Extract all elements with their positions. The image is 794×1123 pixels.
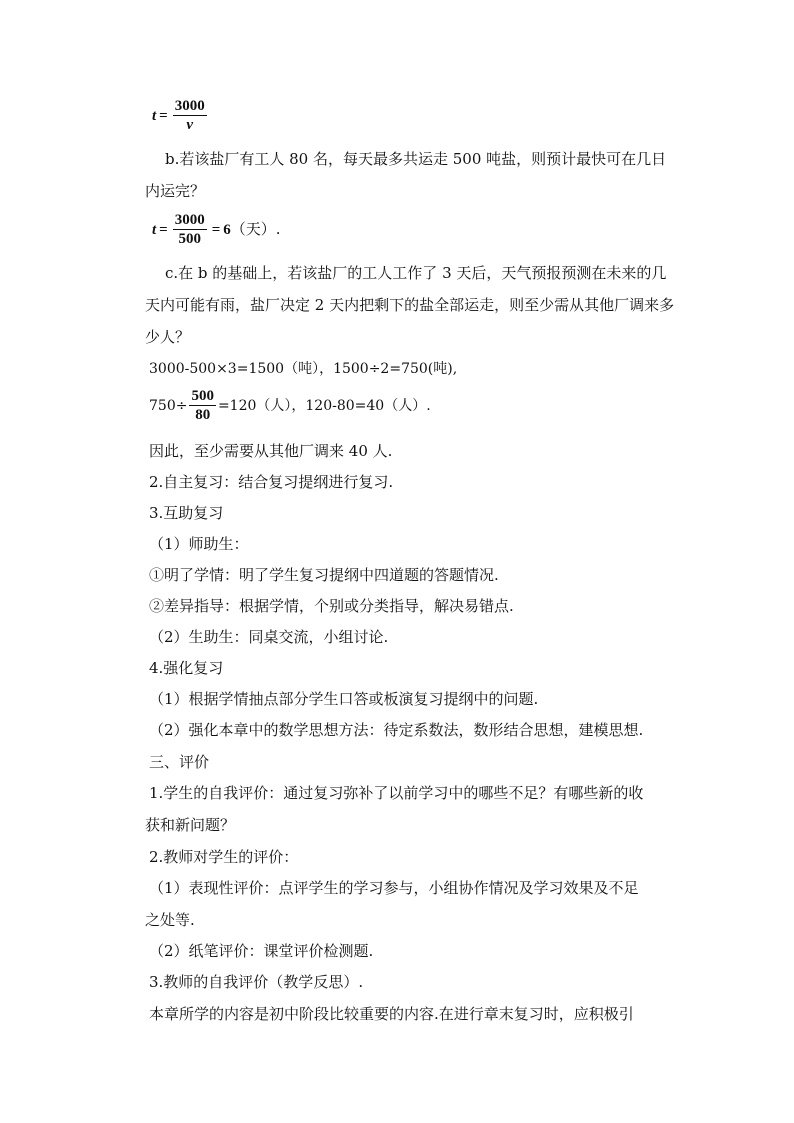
fraction-numerator: 3000 <box>174 212 205 228</box>
question-c-line1: c.在 b 的基础上，若该盐厂的工人工作了 3 天后，天气预报预测在未来的几 <box>165 264 667 282</box>
item-self-eval-line2: 获和新问题？ <box>145 816 236 834</box>
formula-t-equals-3000-over-v <box>152 98 209 134</box>
fraction-denominator: v <box>173 115 207 134</box>
formula-result: 6 <box>223 222 231 238</box>
item-student-helps: （2）生助生：同桌交流，小组讨论. <box>149 628 389 646</box>
section-mutual-review: 3.互助复习 <box>149 504 224 522</box>
fraction-denominator: 80 <box>189 405 216 424</box>
fraction-numerator: 3000 <box>174 98 205 114</box>
item-self-eval-line1: 1.学生的自我评价：通过复习弥补了以前学习中的哪些不足？有哪些新的收 <box>149 784 644 802</box>
item-paper-eval: （2）纸笔评价：课堂评价检测题. <box>149 942 374 960</box>
fraction-denominator: 500 <box>173 229 207 248</box>
question-b-line1: b.若该盐厂有工人 80 名，每天最多共运走 500 吨盐，则预计最快可在几日 <box>165 150 667 168</box>
calculation-line1: 3000-500×3=1500（吨），1500÷2=750(吨), <box>149 361 458 377</box>
item-differentiated: ②差异指导：根据学情，个别或分类指导，解决易错点. <box>149 597 514 615</box>
item-performance-eval-line2: 之处等. <box>145 911 195 929</box>
formula-var: t <box>152 108 157 124</box>
fraction <box>173 212 207 248</box>
item-teacher-helps: （1）师助生： <box>149 535 249 553</box>
item-understand: ①明了学情：明了学生复习提纲中四道题的答题情况. <box>149 566 499 584</box>
formula-t-equals-3000-over-500 <box>152 212 281 248</box>
item-teacher-self-eval: 3.教师的自我评价（教学反思）. <box>149 973 364 991</box>
reflection-paragraph: 本章所学的内容是初中阶段比较重要的内容.在进行章末复习时，应积极引 <box>149 1005 634 1023</box>
section-reinforce: 4.强化复习 <box>149 659 224 677</box>
item-teacher-eval: 2.教师对学生的评价： <box>149 848 299 866</box>
question-c-line2: 天内可能有雨，盐厂决定 2 天内把剩下的盐全部运走，则至少需从其他厂调来多 <box>145 296 675 314</box>
formula-eq: = <box>159 108 168 124</box>
fraction-numerator: 500 <box>191 388 214 404</box>
conclusion: 因此，至少需要从其他厂调来 40 人. <box>149 442 393 460</box>
formula-eq2: = <box>211 222 221 238</box>
section-self-review: 2.自主复习：结合复习提纲进行复习. <box>149 473 394 491</box>
calc-suffix: =120（人），120-80=40（人）. <box>217 398 431 414</box>
heading-evaluation: 三、评价 <box>149 753 210 771</box>
item-reinforce-1: （1）根据学情抽点部分学生口答或板演复习提纲中的问题. <box>149 690 539 708</box>
formula-eq: = <box>159 222 168 238</box>
question-b-line2: 内运完？ <box>145 182 206 200</box>
formula-suffix: （天）. <box>230 220 281 238</box>
fraction <box>189 388 216 424</box>
formula-var: t <box>152 222 157 238</box>
fraction <box>173 98 207 134</box>
item-performance-eval-line1: （1）表现性评价：点评学生的学习参与，小组协作情况及学习效果及不足 <box>149 879 639 897</box>
calc-prefix: 750÷ <box>149 398 188 414</box>
calculation-line2 <box>149 388 431 424</box>
item-reinforce-2: （2）强化本章中的数学思想方法：待定系数法，数形结合思想，建模思想. <box>149 721 644 739</box>
question-c-line3: 少人？ <box>145 328 191 346</box>
